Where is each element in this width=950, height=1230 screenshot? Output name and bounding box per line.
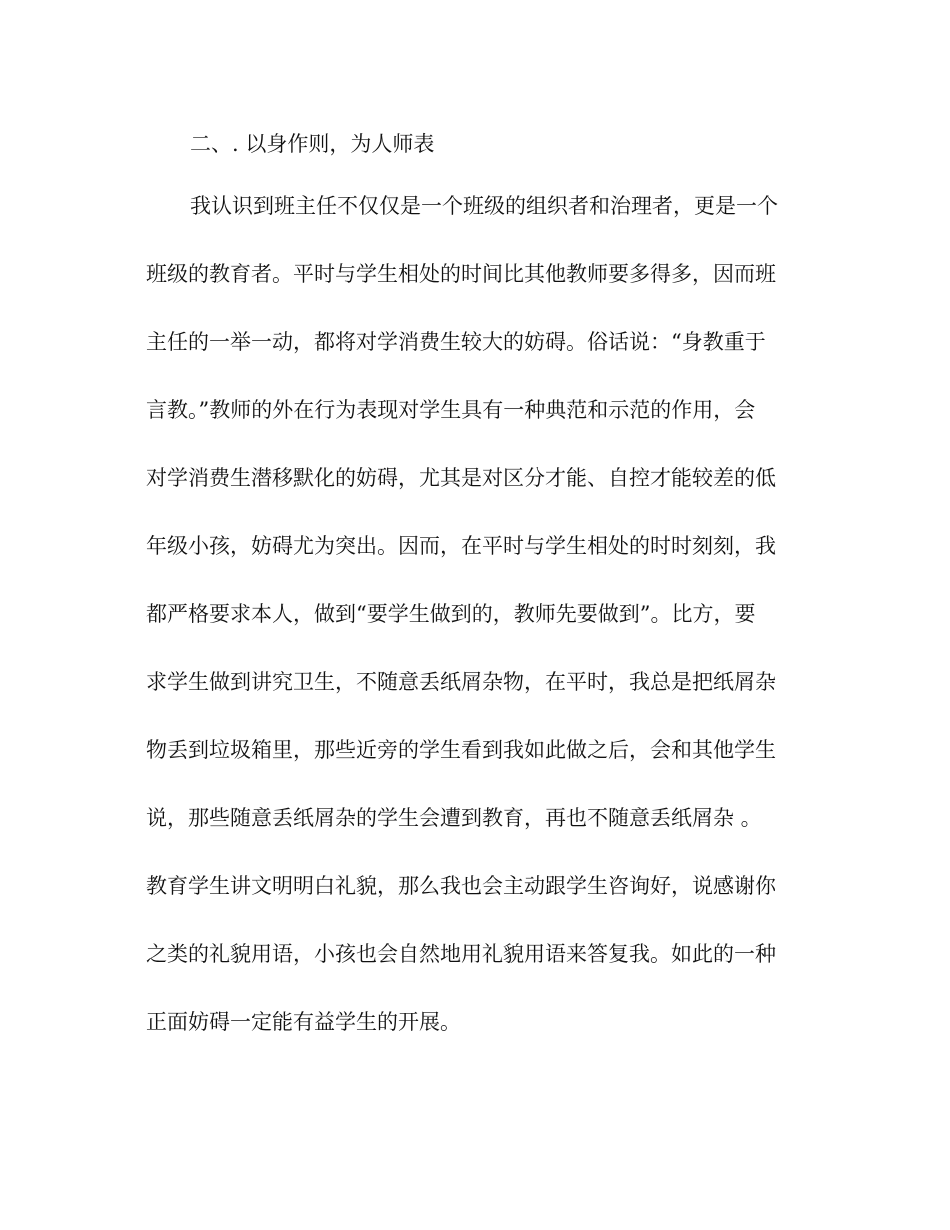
- text-line: 班级的教育者。平时与学生相处的时间比其他教师要多得多，因而班: [146, 262, 776, 286]
- text-line: 主任的一举一动，都将对学消费生较大的妨碍。俗话说：“身教重于: [146, 330, 766, 354]
- text-line: 言教。”教师的外在行为表现对学生具有一种典范和示范的作用，会: [146, 398, 756, 422]
- text-line: 之类的礼貌用语，小孩也会自然地用礼貌用语来答复我。如此的一种: [146, 942, 776, 966]
- text-line: 说，那些随意丢纸屑杂的学生会遭到教育，再也不随意丢纸屑杂 。: [146, 806, 762, 830]
- text-line: 正面妨碍一定能有益学生的开展。: [146, 1010, 461, 1034]
- text-line: 物丢到垃圾箱里，那些近旁的学生看到我如此做之后，会和其他学生: [146, 738, 776, 762]
- text-line: 我认识到班主任不仅仅是一个班级的组织者和治理者，更是一个: [190, 194, 778, 218]
- text-line: 求学生做到讲究卫生，不随意丢纸屑杂物，在平时，我总是把纸屑杂: [146, 670, 776, 694]
- section-heading: 二、. 以身作则，为人师表: [190, 132, 435, 156]
- text-line: 年级小孩，妨碍尤为突出。因而，在平时与学生相处的时时刻刻，我: [146, 534, 776, 558]
- section-body: [146, 186, 806, 1070]
- text-line: 都严格要求本人，做到“要学生做到的，教师先要做到”。比方，要: [146, 602, 756, 626]
- text-line: 教育学生讲文明明白礼貌，那么我也会主动跟学生咨询好，说感谢你: [146, 874, 776, 898]
- text-line: 对学消费生潜移默化的妨碍，尤其是对区分才能、自控才能较差的低: [146, 466, 776, 490]
